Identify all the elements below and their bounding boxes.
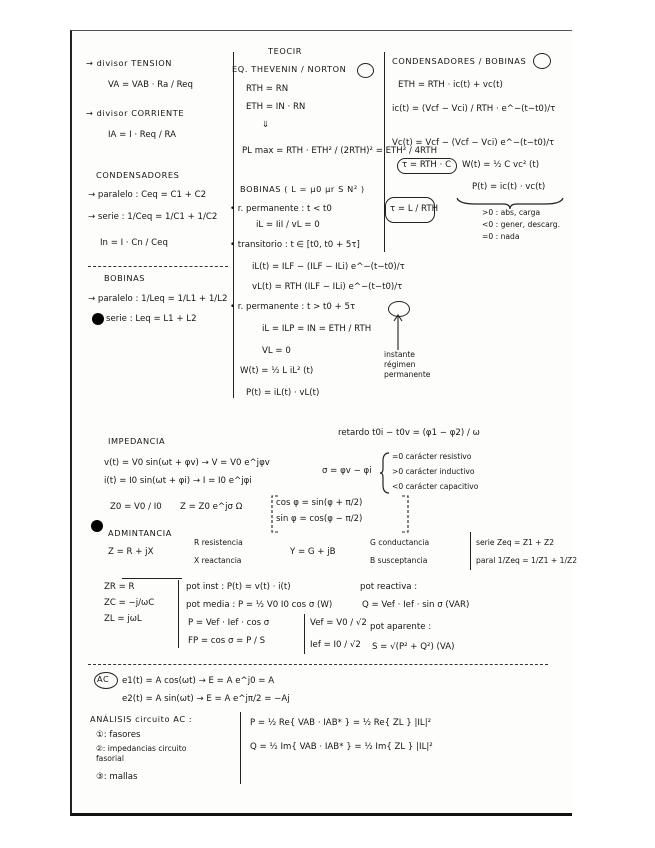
note-in-formula: In = I · Cn / Ceq [100,238,168,248]
divider-series [470,532,471,570]
note-retardo: retardo t0i − t0v = (φ1 − φ2) / ω [338,428,480,438]
note-sigma: σ = φv − φi [322,466,372,476]
divider-col1-col2 [233,52,234,398]
underline-equations [122,578,182,579]
note-rperm-2: • r. permanente : t > t0 + 5τ [230,302,356,312]
note-b-susceptancia: B susceptancia [370,556,428,565]
note-w-bobina: W(t) = ½ L iL² (t) [240,366,314,376]
note-z-polar: Z = Z0 e^jσ Ω [180,502,243,512]
note-pot-aparente: pot aparente : [370,622,432,632]
note-eth-cond: ETH = RTH · ic(t) + vc(t) [398,80,503,90]
note-impedancia-title: IMPEDANCIA [108,436,166,446]
note-resistivo: =0 carácter resistivo [392,452,472,461]
note-thevenin-norton: EQ. THEVENIN / NORTON [232,64,347,74]
note-pot-reactiva: pot reactiva : [360,582,418,592]
note-sin-phi: sin φ = cos(φ − π/2) [276,514,363,524]
note-bobinas-formula: BOBINAS ( L = μ0 μr S N² ) [240,184,365,194]
note-vl-zero: VL = 0 [262,346,291,356]
note-e1: e1(t) = A cos(ωt) → E = A e^j0 = A [122,676,275,686]
note-cos-phi: cos φ = sin(φ + π/2) [276,498,363,508]
note-instante: instante régimen permanente [384,350,431,379]
note-p-eff: P = Vef · Ief · cos σ [188,618,270,628]
bullet-dot-1 [92,313,104,325]
note-teocir: TEOCIR [268,46,303,56]
note-zr: ZR = R [104,582,135,592]
note-v-t: v(t) = V0 sin(ωt + φv) → V = V0 e^jφv [104,458,270,468]
note-zc: ZC = −j/ωC [104,598,155,608]
divider-vef [304,614,305,654]
note-admintancia: ADMINTANCIA [108,528,172,538]
note-fp: FP = cos σ = P / S [188,636,266,646]
note-r-resistencia: R resistencia [194,538,243,547]
note-w-cond: W(t) = ½ C vc² (t) [462,160,540,170]
note-cond-paralelo: → paralelo : Ceq = C1 + C2 [88,190,207,200]
note-p-complex: P = ½ Re{ VAB · IAB* } = ½ Re{ ZL } |IL|² [250,718,432,728]
divider-dashed-ac [88,664,548,665]
note-step-fasores: ①: fasores [96,730,141,740]
note-step-impedancias: ②: impedancias circuito fasorial [96,744,187,763]
note-il-vl-1: iL = IiI / vL = 0 [256,220,320,230]
note-i-t: i(t) = I0 sin(ωt + φi) → I = I0 e^jφi [104,476,252,486]
note-nada: =0 : nada [482,232,520,241]
note-s-formula: S = √(P² + Q²) (VA) [372,642,455,652]
note-p-bobina: P(t) = iL(t) · vL(t) [246,388,320,398]
note-bobinas-title: BOBINAS [104,273,146,283]
note-divisor-tension: → divisor TENSION [86,58,172,68]
divider-power-block [178,580,179,648]
note-rth: RTH = RN [246,84,289,94]
note-g-conductancia: G conductancia [370,538,430,547]
circle-5tau [388,301,410,317]
note-divisor-corriente: → divisor CORRIENTE [86,108,185,118]
note-ief: Ief = I0 / √2 [310,640,361,650]
note-step-mallas: ③: mallas [96,772,138,782]
divider-analysis [240,712,241,784]
note-vc-t: Vc(t) = Vcf − (Vcf − Vci) e^−(t−t0)/τ [392,138,555,148]
note-abs-carga: >0 : abs, carga [482,208,541,217]
note-serie-zeq: serie Zeq = Z1 + Z2 [476,538,555,547]
note-z0: Z0 = V0 / I0 [110,502,162,512]
note-inductivo: >0 carácter inductivo [392,467,475,476]
note-x-reactancia: X reactancia [194,556,242,565]
note-ac-marker: AC [97,674,110,684]
note-il-final: iL = ILP = IN = ETH / RTH [262,324,372,334]
note-y-rect: Y = G + jB [290,547,336,557]
note-il-t: iL(t) = ILF − (ILF − ILi) e^−(t−t0)/τ [252,262,405,272]
note-ia-formula: IA = I · Req / RA [108,130,176,140]
note-cond-bobinas-title: CONDENSADORES / BOBINAS [392,56,527,66]
note-bob-serie: serie : Leq = L1 + L2 [106,314,197,324]
note-bob-paralelo: → paralelo : 1/Leq = 1/L1 + 1/L2 [88,294,228,304]
arrow-instante [388,312,408,352]
note-pot-inst: pot inst : P(t) = v(t) · i(t) [186,582,291,592]
note-z-rect: Z = R + jX [108,547,154,557]
note-pot-media: pot media : P = ½ V0 I0 cos σ (W) [186,600,333,610]
note-cond-serie: → serie : 1/Ceq = 1/C1 + 1/C2 [88,212,218,222]
note-vl-t: vL(t) = RTH (ILF − ILi) e^−(t−t0)/τ [252,282,403,292]
note-zl: ZL = jωL [104,614,142,624]
note-q-complex: Q = ½ Im{ VAB · IAB* } = ½ Im{ ZL } |IL|² [250,742,433,752]
note-analisis-title: ANÁLISIS circuito AC : [90,714,193,724]
note-pl-max: PL max = RTH · ETH² / (2RTH)² = ETH² / 4RTH [242,146,438,156]
note-transitorio: • transitorio : t ∈ [t0, t0 + 5τ] [230,240,360,250]
brace-sigma [379,451,391,495]
note-ic-t: ic(t) = (Vcf − Vci) / RTH · e^−(t−t0)/τ [392,104,556,114]
note-capacitivo: <0 carácter capacitivo [392,482,479,491]
note-rperm-1: • r. permanente : t < t0 [230,204,332,214]
note-tau-rl: τ = L / RTH [390,204,439,214]
note-gener-descarg: <0 : gener, descarg. [482,220,561,229]
note-condensadores-title: CONDENSADORES [96,170,180,180]
note-implies: ⇓ [262,120,270,130]
circle-marker-dc-2 [533,53,551,69]
note-tau-rc: τ = RTH · C [402,160,452,170]
divider-dashed-left [88,266,228,267]
note-paral-zeq: paral 1/Zeq = 1/Z1 + 1/Z2 [476,556,578,565]
bullet-dot-2 [91,520,103,532]
circle-marker-dc-1 [357,63,374,78]
note-vef: Vef = V0 / √2 [310,618,367,628]
note-p-cond: P(t) = ic(t) · vc(t) [472,182,546,192]
note-e2: e2(t) = A sin(ωt) → E = A e^jπ/2 = −Aj [122,694,290,704]
note-q-formula: Q = Vef · Ief · sin σ (VAR) [362,600,470,610]
note-va-formula: VA = VAB · Ra / Req [108,80,193,90]
note-eth: ETH = IN · RN [246,102,306,112]
